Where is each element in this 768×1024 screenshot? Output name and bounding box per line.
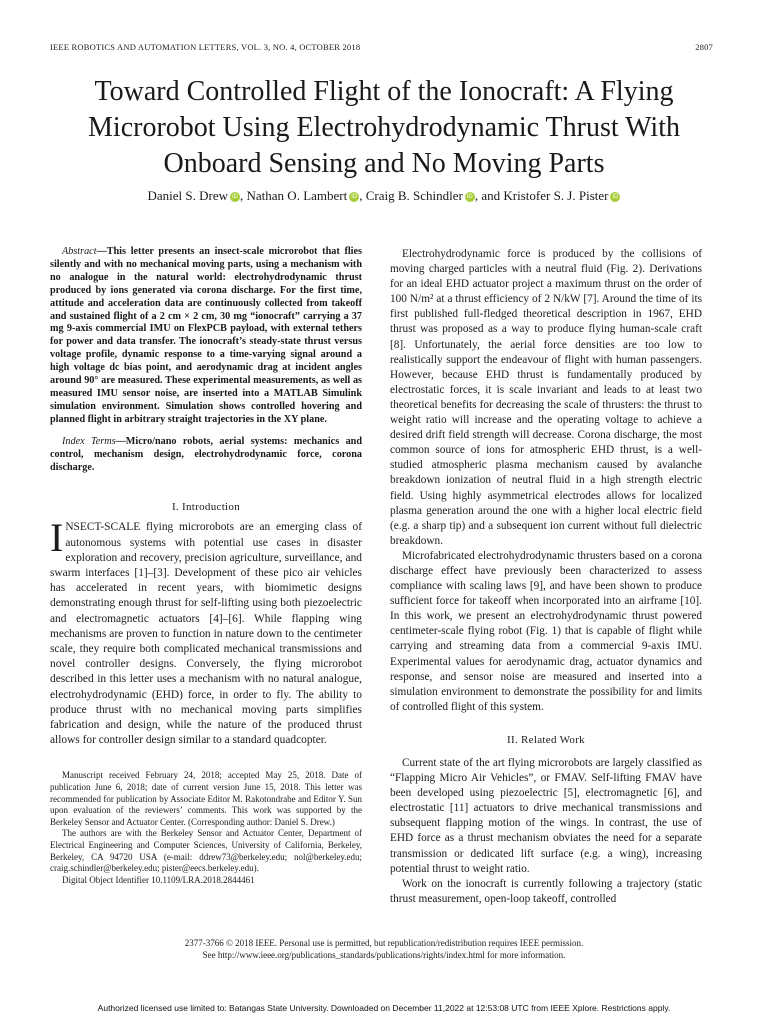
left-column (50, 246, 362, 886)
right-column (390, 247, 702, 907)
author-name: , and Kristofer S. J. Pister (474, 188, 609, 203)
section-heading-related-work: II. Related Work (507, 733, 585, 746)
copyright-line-1: 2377-3766 © 2018 IEEE. Personal use is permitted, but republication/redistribution requires IEEE permission. (184, 938, 584, 948)
abstract (50, 246, 362, 427)
footnote-affiliation: The authors are with the Berkeley Sensor and Actuator Center, Department of Electrical Engineering and Computer Sciences, University of California, Berkeley, Berkeley, CA 94720 USA (e-mail: ddrew73@berkeley.edu; nol@berkeley.edu; craig.schindler@berkeley.edu; pister@eecs.berkeley.edu). (50, 828, 362, 874)
orcid-icon[interactable]: iD (230, 192, 240, 202)
author-name: , Craig B. Schindler (359, 188, 463, 203)
journal-header: IEEE ROBOTICS AND AUTOMATION LETTERS, VOL. 3, NO. 4, OCTOBER 2018 (50, 42, 361, 52)
footnote-manuscript: Manuscript received February 24, 2018; accepted May 25, 2018. Date of publication June 6, 2018; date of current version June 15, 2018. This letter was recommended for publication by Associate Editor M. Rakotondrabe and Editor Y. Sun upon evaluation of the reviewers’ comments. This work was supported by the Berkeley Sensor and Actuator Center. (Corresponding author: Daniel S. Drew.) (50, 770, 362, 827)
title-line-1: Toward Controlled Flight of the Ionocraft: A Flying (94, 76, 674, 107)
page-number: 2807 (695, 42, 713, 52)
copyright-line-2: See http://www.ieee.org/publications_standards/publications/rights/index.html for more information. (202, 949, 566, 960)
title-line-3: Onboard Sensing and No Moving Parts (163, 148, 605, 179)
body-paragraph: Current state of the art flying microrobots are largely classified as “Flapping Micro Air Vehicles”, or FMAV. Self-lifting FMAV have been developed using piezoelectric [5], electromagnetic [6], and electrostatic [11] actuators to drive mechanical transmissions and subsequent flapping motion of the wings. In contrast, the use of EHD force as a thrust mechanism obviates the need for a separate transmission or dedicated lift surface (e.g. a wing), increasing potential thrust to weight ratio. (390, 757, 702, 875)
author-name: Daniel S. Drew (147, 188, 229, 203)
orcid-icon[interactable]: iD (610, 192, 620, 202)
intro-paragraph (50, 515, 362, 748)
footnote-doi: Digital Object Identifier 10.1109/LRA.2018.2844461 (62, 874, 255, 885)
intro-text: NSECT-SCALE flying microrobots are an emerging class of autonomous systems with potential use cases in disaster exploration and recovery, precision agriculture, surveillance, and swarm interfaces [1]–[3]. Development of these pico air vehicles has accelerated in recent years, with biomimetic designs demonstrating enough thrust for self-lifting using both piezoelectric and electromagnetic actuators [4]–[6]. While flapping wing mechanisms are proven to function in nature down to the centimeter scale, they require both complicated mechanical transmissions and novel controller designs. Conversely, the flying microrobot described in this letter uses a mechanism with no natural analogue, electrohydrodynamic (EHD) force, in order to fly. The ability to produce thrust with no mechanical moving parts simplifies fabrication and design, while the nature of the produced thrust allows for controller design similar to a standard quadcopter. (50, 521, 362, 747)
drop-cap: I (50, 515, 64, 561)
author-list (0, 188, 768, 204)
license-notice: Authorized licensed use limited to: Batangas State University. Downloaded on December 11,2022 at 12:53:08 UTC from IEEE Xplore. Restrictions apply. (97, 1003, 671, 1013)
author-name: , Nathan O. Lambert (240, 188, 348, 203)
abstract-text: —This letter presents an insect-scale microrobot that flies silently and with no mechanical moving parts, using a mechanism with no analogue in the natural world: electrohydrodynamic thrust produced by ions generated via corona discharge. For the first time, attitude and acceleration data are continuously collected from takeoff and sustained flight of a 2 cm × 2 cm, 30 mg “ionocraft” carrying a 37 mg 9-axis commercial IMU on FlexPCB payload, with external tethers for power and data transfer. The ionocraft’s steady-state thrust versus voltage profile, dynamic response to a time-varying signal around a high voltage dc bias point, and aerodynamic drag at incident angles around 90° are measured. These experimental measurements, as well as measured IMU sensor noise, are inserted into a MATLAB Simulink simulation environment. Simulation shows controlled hovering and planned flight in arbitrary straight trajectories in the XY plane. (50, 246, 362, 425)
section-heading-introduction: I. Introduction (171, 501, 241, 514)
paper-title (0, 74, 768, 182)
index-terms-label: Index Terms (62, 435, 116, 447)
abstract-label: Abstract (62, 246, 97, 257)
running-header (50, 42, 713, 52)
body-paragraph: Work on the ionocraft is currently following a trajectory (static thrust measurement, open-loop takeoff, controlled (390, 877, 702, 905)
title-line-2: Microrobot Using Electrohydrodynamic Thrust With (88, 112, 680, 143)
index-terms (50, 436, 362, 475)
body-paragraph: Microfabricated electrohydrodynamic thrusters based on a corona discharge effect have previously been characterized to assess compliance with scaling laws [9], and have been shown to produce sufficient force for takeoff when incorporated into an airframe [10]. In this work, we present an electrohydrodynamic thrust powered centimeter-scale flying robot (Fig. 1) that is capable of flight while carrying and streaming data from a commercial 9-axis IMU. Experimental values for aerodynamic drag, actuator dynamics and response, and sensor noise are measured and inserted into a simulation environment to demonstrate the possibility for and limits of controlled flight of this system. (390, 549, 702, 713)
body-paragraph: Electrohydrodynamic force is produced by the collisions of moving charged particles with a neutral fluid (Fig. 2). Derivations for an ideal EHD actuator project a maximum thrust on the order of 100 N/m² at a thrust efficiency of 2 N/kW [7]. Around the time of its first published full-fledged theoretical description in 1967, EHD thrust was proposed as a way to produce flying human-scale craft [8]. Unfortunately, the aerial force densities are too low to realistically support the endeavour of flight with human passengers. However, because EHD thrust is fundamentally produced by electrostatic forces, it is scale invariant and leads to at least two theoretical benefits for decreasing the scale of thrusters: the thrust to weight ratio will increase and the operating voltage to achieve a desired drift field strength will decrease. Corona discharge, the most common source of ions for atmospheric EHD thrust, is a well-studied atmospheric plasma mechanism caused by avalanche breakdown ionization of neutral fluid in a high strength electric field. Using highly asymmetrical electrodes allows for localized plasma generation around the one with a higher local electric field (e.g. a sharp tip) and a subsequent ion current without full dielectric breakdown. (390, 248, 702, 547)
orcid-icon[interactable]: iD (349, 192, 359, 202)
orcid-icon[interactable]: iD (465, 192, 475, 202)
copyright-notice (0, 938, 768, 961)
index-terms-text: —Micro/nano robots, aerial systems: mechanics and control, mechanism design, electrohydrodynamic force, corona discharge. (50, 435, 362, 473)
